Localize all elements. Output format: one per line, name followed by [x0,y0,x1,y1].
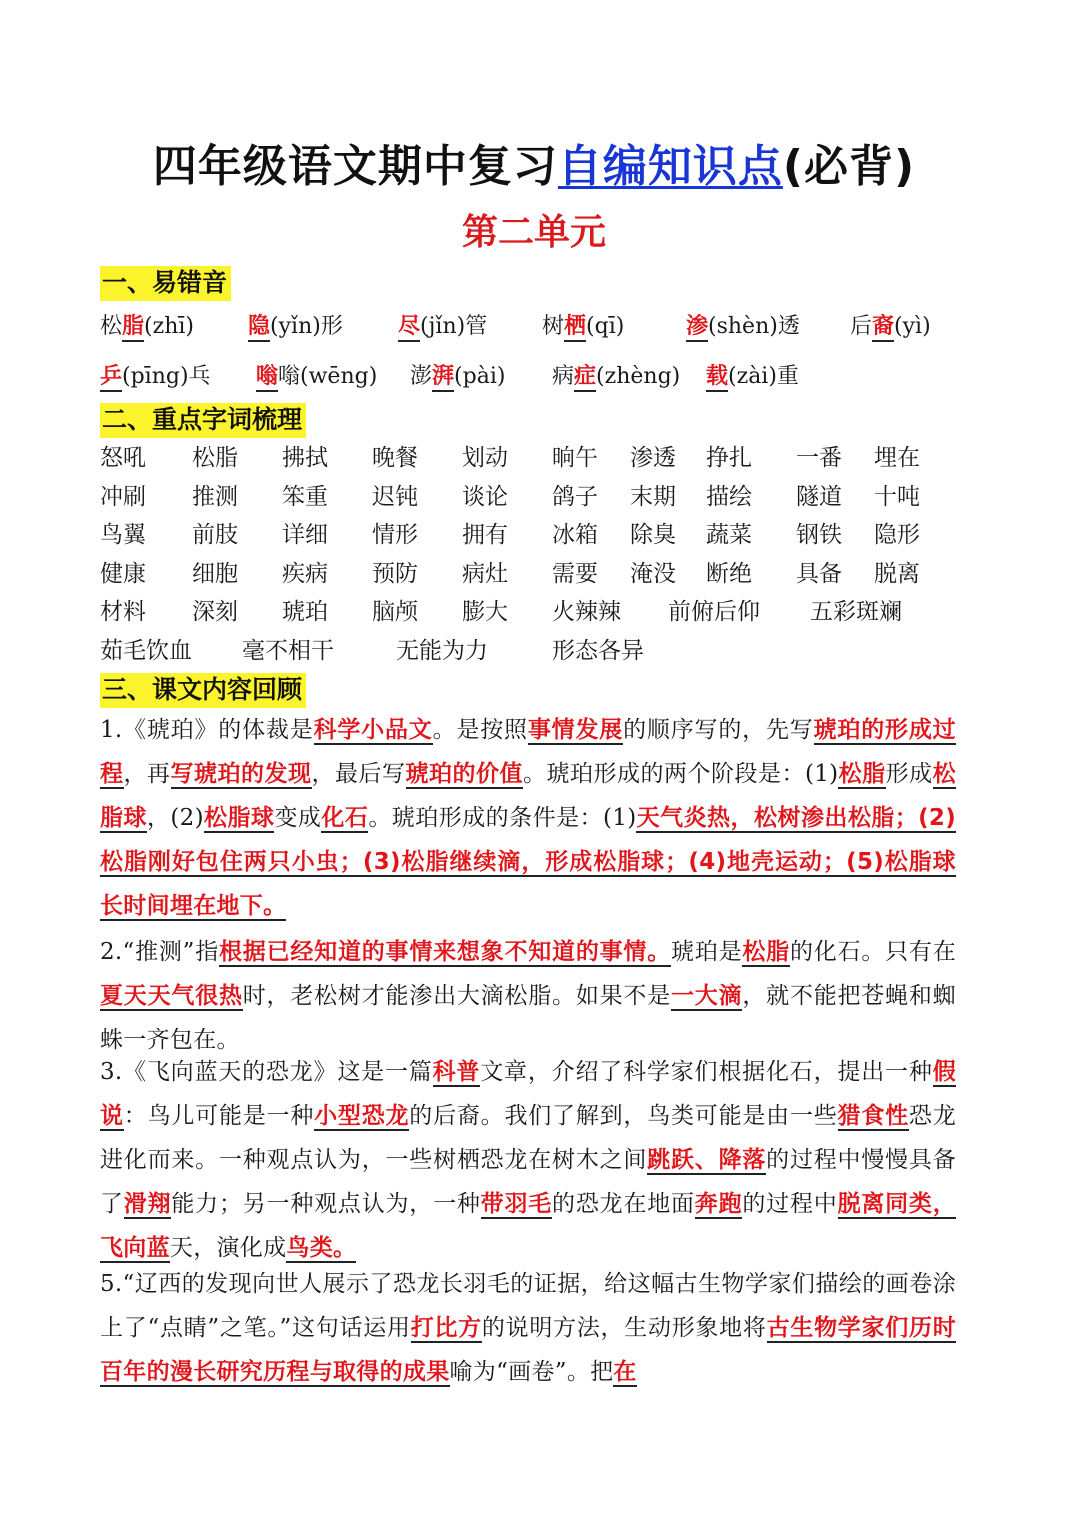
vocabulary-row [100,439,960,478]
paragraph-text: 2.“推测”指 [100,939,220,965]
vocabulary-word: 除臭 [630,522,676,549]
vocabulary-word: 怒吼 [100,445,146,471]
pinyin-item [398,308,487,346]
highlighted-answer: 科普 [432,1059,481,1085]
highlighted-character: 裔 [872,314,894,342]
vocabulary-word: 末期 [630,483,676,510]
highlighted-answer: 一大滴 [670,983,743,1009]
paragraph-text: 3.《飞向蓝天的恐龙》这是一篇 [100,1059,433,1085]
vocabulary-word: 迟钝 [372,483,418,510]
vocabulary-word: 挣扎 [706,445,752,471]
vocabulary-word: 情形 [372,522,418,549]
pinyin-row [100,308,960,346]
vocabulary-word: 埋在 [874,445,920,471]
vocabulary-list [100,439,960,671]
paragraph-text: 的顺序写的，先写 [623,717,814,743]
pinyin-item [850,308,931,346]
highlighted-answer: 化石 [321,805,369,831]
highlighted-answer: 科学小品文 [313,717,433,743]
vocabulary-word: 脑颅 [372,599,418,626]
highlighted-character: 载 [706,364,728,392]
paragraph-text: 琥珀是 [671,939,743,965]
highlighted-answer: 在 [613,1359,637,1385]
highlighted-answer: 松脂球 [100,761,956,831]
highlighted-answer: 奔跑 [694,1191,743,1217]
paragraph-text: 。琥珀形成的两个阶段是：(1) [523,761,839,787]
pinyin-text: (yì) [894,314,931,339]
paragraph-text: ：鸟儿可能是一种 [123,1103,315,1129]
paragraph-text: 的过程中慢慢具备了 [100,1147,957,1217]
highlighted-character: 乒 [100,364,122,392]
vocabulary-word: 晌午 [552,445,598,471]
pinyin-text: (zài)重 [728,364,799,389]
highlighted-character: 脂 [122,314,144,342]
section-heading-vocabulary: 二、重点字词梳理 [100,403,306,438]
review-paragraph-2 [100,930,956,1062]
paragraph-text: 的过程中 [742,1191,838,1217]
pinyin-text: (pīng)乓 [122,364,211,389]
paragraph-text: 变成 [274,805,322,831]
review-paragraph-3 [100,1050,956,1270]
pinyin-text: (zhī) [144,314,194,339]
highlighted-answer: 松脂球 [203,805,275,831]
paragraph-text: 恐龙进化而来。一种观点认为，一些树栖恐龙在树木之间 [100,1103,956,1173]
highlighted-answer: 事情发展 [527,717,624,743]
highlighted-answer: 带羽毛 [480,1191,553,1217]
paragraph-text: 的化石。只有在 [789,939,957,965]
pinyin-text: 后 [850,314,873,339]
title-suffix: (必背) [782,141,916,192]
pinyin-item [686,308,800,346]
pinyin-item [100,308,194,346]
vocabulary-word: 拥有 [462,522,508,549]
pinyin-text: 病 [552,364,575,389]
pinyin-text: 嗡(wēng) [278,364,378,389]
vocabulary-row [100,478,960,517]
paragraph-text: ，就不能把苍蝇和蜘蛛一齐包在。 [100,983,956,1053]
paragraph-text: 的恐龙在地面 [552,1191,695,1217]
vocabulary-word: 具备 [796,560,842,587]
highlighted-answer: 夏天天气很热 [100,983,243,1009]
paragraph-text: 喻为“画卷”。把 [449,1359,614,1385]
pinyin-text: 树 [542,314,565,339]
vocabulary-word: 十吨 [874,483,920,510]
highlighted-answer: 小型恐龙 [314,1103,410,1129]
vocabulary-row [100,632,960,671]
vocabulary-word: 材料 [100,599,146,626]
vocabulary-word: 形态各异 [552,637,644,664]
highlighted-answer: 天气炎热，松树渗出松脂；(2)松脂刚好包住两只小虫；(3)松脂继续滴，形成松脂球；(4)地壳运动；(5)松脂球长时间埋在地下。 [100,805,956,919]
pinyin-item [542,308,624,346]
highlighted-character: 嗡 [256,364,278,392]
pinyin-row [100,358,960,396]
highlighted-character: 症 [574,364,596,392]
paragraph-text: ，再 [123,761,171,787]
paragraph-text: 。是按照 [432,717,528,743]
pinyin-text: (yǐn)形 [270,314,343,339]
title-main: 四年级语文期中复习 [152,141,558,192]
highlighted-answer: 松脂 [838,761,886,787]
paragraph-text: 天，演化成 [169,1235,287,1261]
vocabulary-word: 详细 [282,522,328,549]
vocabulary-word: 冰箱 [552,522,598,549]
vocabulary-word: 细胞 [192,560,238,587]
paragraph-text: ，最后写 [311,761,406,787]
pinyin-item [248,308,343,346]
vocabulary-word: 前肢 [192,522,238,549]
pinyin-text: (pài) [454,364,506,389]
vocabulary-word: 健康 [100,560,146,587]
pinyin-item [100,358,211,396]
paragraph-text: 文章，介绍了科学家们根据化石，提出一种 [480,1059,933,1085]
vocabulary-word: 五彩斑斓 [810,599,902,626]
vocabulary-word: 隐形 [874,522,920,549]
pinyin-item [256,358,377,396]
vocabulary-word: 病灶 [462,560,508,587]
pinyin-text: (shèn)透 [708,314,800,339]
paragraph-text: 时，老松树才能渗出大滴松脂。如果不是 [242,983,671,1009]
section-heading-pronunciation: 一、易错音 [100,266,231,301]
highlighted-answer: 猎食性 [837,1103,909,1129]
highlighted-answer: 鸟类。 [286,1235,357,1261]
highlighted-answer: 古生物学家们历时百年的漫长研究历程与取得的成果 [100,1315,956,1385]
paragraph-text: 。琥珀形成的条件是：(1) [368,805,637,831]
vocabulary-word: 钢铁 [796,522,842,549]
highlighted-character: 尽 [398,314,420,342]
pinyin-item [552,358,680,396]
highlighted-answer: 写琥珀的发现 [170,761,312,787]
vocabulary-word: 需要 [552,560,598,587]
vocabulary-word: 拂拭 [282,445,328,471]
vocabulary-word: 琥珀 [282,599,328,626]
vocabulary-word: 划动 [462,445,508,471]
highlighted-answer: 假说 [100,1059,956,1129]
pinyin-text: 松 [100,314,123,339]
paragraph-text: 的后裔。我们了解到，鸟类可能是由一些 [409,1103,838,1129]
paragraph-text: 1.《琥珀》的体裁是 [100,717,314,743]
vocabulary-word: 深刻 [192,599,238,626]
vocabulary-row [100,555,960,594]
highlighted-answer: 打比方 [410,1315,482,1341]
vocabulary-word: 一番 [796,445,842,471]
vocabulary-word: 无能为力 [396,637,488,664]
unit-heading: 第二单元 [461,212,606,253]
vocabulary-word: 蔬菜 [706,522,752,549]
vocabulary-row [100,593,960,632]
vocabulary-word: 脱离 [874,560,920,587]
paragraph-text: 形成 [885,761,933,787]
vocabulary-word: 隧道 [796,483,842,510]
section-heading-text-review: 三、课文内容回顾 [100,673,306,708]
highlighted-character: 渗 [686,314,708,342]
pinyin-item [410,358,505,396]
vocabulary-word: 膨大 [462,599,508,626]
vocabulary-word: 火辣辣 [552,599,621,626]
paragraph-text: 能力；另一种观点认为，一种 [171,1191,481,1217]
pinyin-text: 澎 [410,364,433,389]
vocabulary-word: 松脂 [192,445,238,471]
highlighted-character: 湃 [432,364,454,392]
highlighted-answer: 根据已经知道的事情来想象不知道的事情。 [219,939,672,965]
vocabulary-word: 笨重 [282,483,328,510]
pinyin-text: (zhèng) [596,364,681,389]
highlighted-character: 栖 [564,314,586,342]
vocabulary-row [100,516,960,555]
vocabulary-word: 预防 [372,560,418,587]
vocabulary-word: 鸟翼 [100,522,146,549]
review-paragraph-5 [100,1262,956,1394]
highlighted-answer: 跳跃、降落 [647,1147,767,1173]
paragraph-text: 的说明方法，生动形象地将 [481,1315,767,1341]
pinyin-text: (qī) [586,314,625,339]
highlighted-answer: 滑翔 [123,1191,172,1217]
review-paragraph-1 [100,708,956,928]
paragraph-text: 5.“辽西的发现向世人展示了恐龙长羽毛的证据，给这幅古生物学家们描绘的画卷涂上了“点睛”之笔。”这句话运用 [100,1271,956,1341]
paragraph-text: ，(2) [146,805,204,831]
vocabulary-word: 谈论 [462,483,508,510]
vocabulary-word: 推测 [192,483,238,510]
title-accent: 自编知识点 [557,141,783,192]
vocabulary-word: 渗透 [630,445,676,471]
pinyin-item [706,358,799,396]
highlighted-answer: 琥珀的价值 [405,761,523,787]
vocabulary-word: 鸽子 [552,483,598,510]
vocabulary-word: 淹没 [630,560,676,587]
vocabulary-word: 疾病 [282,560,328,587]
pinyin-text: (jǐn)管 [420,314,488,339]
vocabulary-word: 茹毛饮血 [100,637,192,664]
highlighted-character: 隐 [248,314,270,342]
highlighted-answer: 松脂 [742,939,790,965]
vocabulary-word: 毫不相干 [242,637,334,664]
highlighted-answer: 脱离同类，飞向蓝 [100,1191,957,1261]
page-title [0,130,1068,194]
vocabulary-word: 冲刷 [100,483,146,510]
vocabulary-word: 断绝 [706,560,752,587]
vocabulary-word: 前俯后仰 [668,599,760,626]
vocabulary-word: 描绘 [706,483,752,510]
highlighted-answer: 琥珀的形成过程 [100,717,956,787]
vocabulary-word: 晚餐 [372,445,418,471]
